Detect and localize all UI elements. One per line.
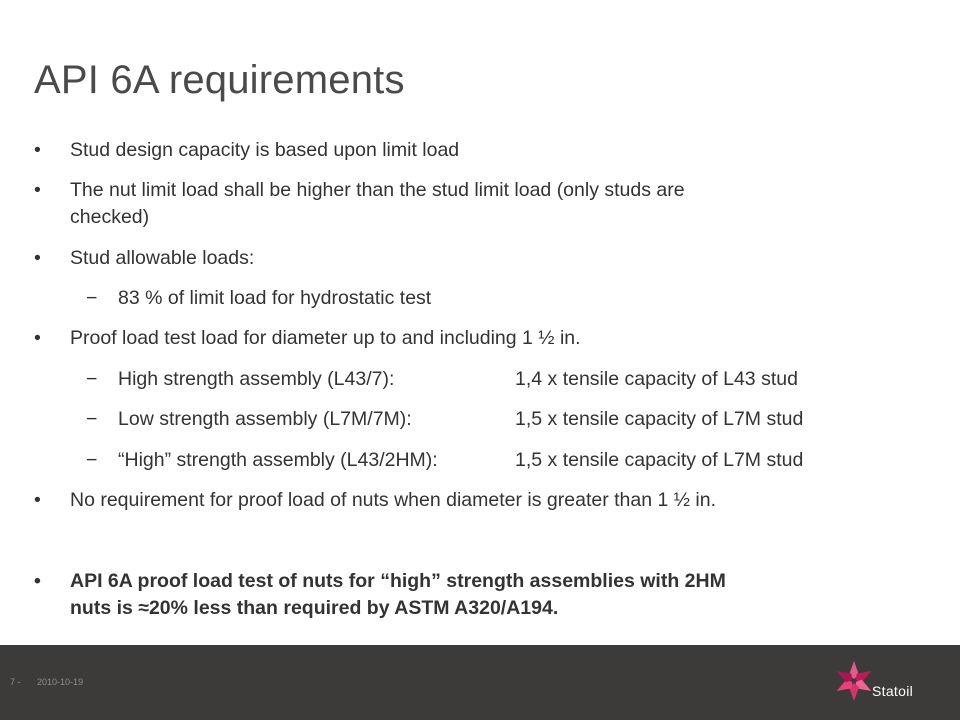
sub-dash: − [86, 408, 98, 430]
sub-dash: − [86, 449, 98, 471]
bullet-marker: • [34, 179, 41, 201]
sub-high-strength-label: High strength assembly (L43/7): [118, 368, 395, 390]
sub-hydrostatic: 83 % of limit load for hydrostatic test [118, 287, 432, 309]
footer-date: 2010-10-19 [37, 677, 84, 687]
sub-dash: − [86, 287, 98, 309]
bullet-api6a-conclusion-line1: API 6A proof load test of nuts for “high” strength assemblies with 2HM [70, 570, 726, 592]
page-number: 7 - [10, 677, 21, 687]
footer-bar [0, 645, 960, 720]
bullet-nut-limit-line2: checked) [70, 206, 150, 228]
sub-quoted-high-value: 1,5 x tensile capacity of L7M stud [515, 449, 804, 471]
bullet-allowable-loads: Stud allowable loads: [70, 247, 255, 269]
bullet-marker: • [34, 247, 41, 269]
sub-dash: − [86, 368, 98, 390]
bullet-proof-load: Proof load test load for diameter up to and including 1 ½ in. [70, 327, 581, 349]
bullet-marker: • [34, 489, 41, 511]
bullet-nut-limit-line1: The nut limit load shall be higher than the stud limit load (only studs are [70, 179, 685, 201]
bullet-marker: • [34, 327, 41, 349]
sub-high-strength-value: 1,4 x tensile capacity of L43 stud [515, 368, 798, 390]
bullet-stud-design: Stud design capacity is based upon limit load [70, 139, 460, 161]
bullet-no-requirement: No requirement for proof load of nuts when diameter is greater than 1 ½ in. [70, 489, 717, 511]
sub-quoted-high-label: “High” strength assembly (L43/2HM): [118, 449, 438, 471]
sub-low-strength-value: 1,5 x tensile capacity of L7M stud [515, 408, 804, 430]
star-icon [832, 659, 876, 703]
brand-name: Statoil [872, 683, 914, 699]
sub-low-strength-label: Low strength assembly (L7M/7M): [118, 408, 412, 430]
bullet-marker: • [34, 570, 41, 592]
bullet-api6a-conclusion-line2: nuts is ≈20% less than required by ASTM A320/A194. [70, 597, 559, 619]
bullet-marker: • [34, 139, 41, 161]
statoil-logo [832, 659, 942, 709]
slide-title: API 6A requirements [34, 58, 405, 102]
footer-info [10, 677, 97, 687]
